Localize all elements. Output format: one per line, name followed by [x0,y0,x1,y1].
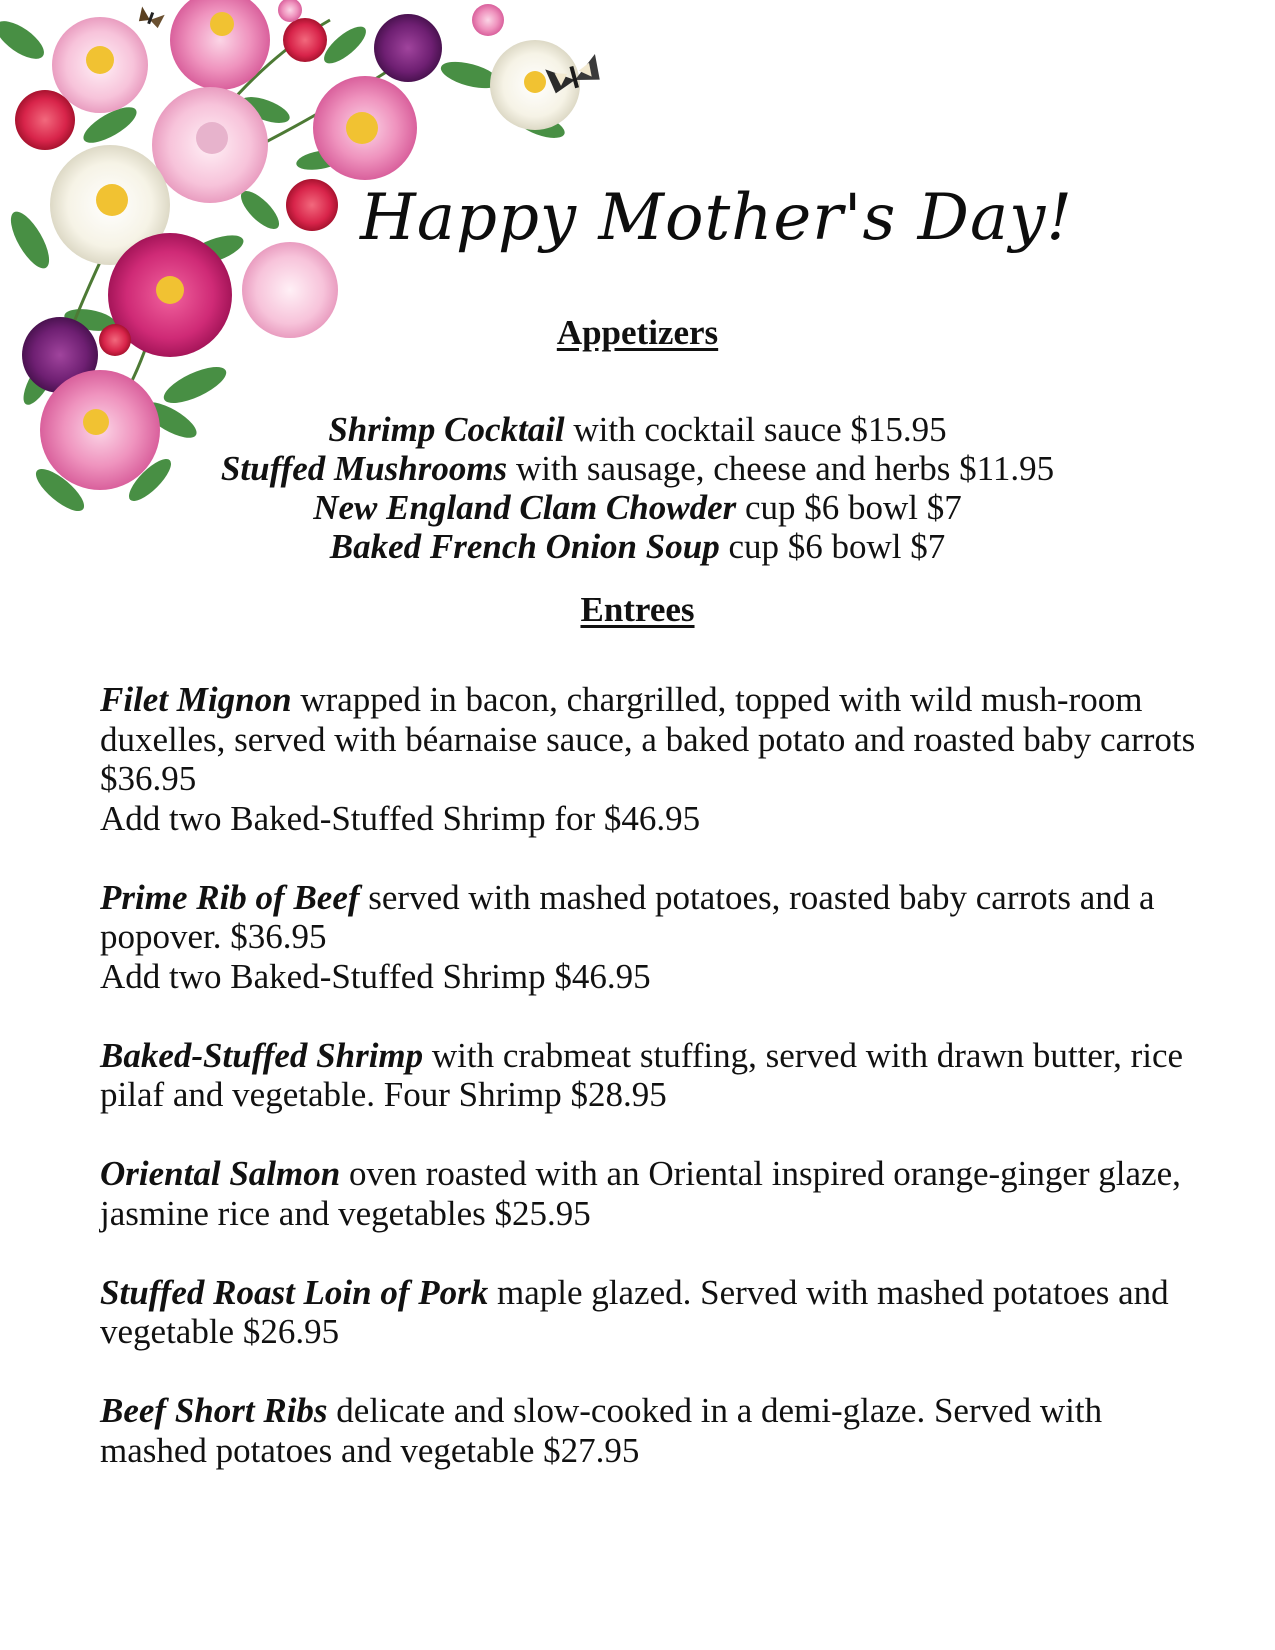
list-item [0,488,1275,527]
dish-addon: Add two Baked-Stuffed Shrimp for $46.95 [100,798,701,838]
entrees-heading: Entrees [580,590,695,629]
list-item [0,449,1275,488]
dish-name: Oriental Salmon [100,1154,341,1193]
dish-name: Prime Rib of Beef [100,877,360,917]
dish-description: cup $6 bowl $7 [736,488,962,527]
appetizers-heading: Appetizers [556,313,719,352]
appetizers-list [0,410,1275,566]
list-item [100,1391,1200,1470]
dish-addon: Add two Baked-Stuffed Shrimp $46.95 [100,956,651,996]
dish-name: New England Clam Chowder [313,488,737,527]
butterfly-icon [137,6,165,28]
dish-name: Filet Mignon [100,680,292,719]
dish-name: Baked French Onion Soup [329,527,720,566]
page-title: Happy Mother's Day! [360,181,1073,255]
list-item [100,1273,1200,1352]
list-item [100,878,1200,997]
dish-name: Stuffed Mushrooms [220,449,508,488]
entrees-list [100,680,1200,1510]
list-item [100,680,1200,838]
dish-name: Shrimp Cocktail [328,410,565,449]
list-item [100,1154,1200,1233]
dish-description: with crabmeat stuffing, served with drawn butter, rice pilaf and vegetable. Four Shrimp $28.95 [100,1035,1184,1114]
dish-description: with cocktail sauce $15.95 [564,410,947,449]
list-item [0,410,1275,449]
dish-name: Beef Short Ribs [100,1391,328,1430]
list-item [100,1036,1200,1115]
dish-name: Baked-Stuffed Shrimp [100,1035,424,1075]
list-item [0,527,1275,566]
dish-description: with sausage, cheese and herbs $11.95 [507,449,1055,488]
dish-description: served with mashed potatoes, roasted baby carrots and a popover. $36.95 [100,877,1155,956]
dish-name: Stuffed Roast Loin of Pork [100,1272,489,1312]
dish-description: wrapped in bacon, chargrilled, topped with wild mush-room duxelles, served with béarnaise sauce, a baked potato and roasted baby carrots $36.95 [100,680,1196,798]
dish-description: delicate and slow-cooked in a demi-glaze. Served with mashed potatoes and vegetable $27.95 [100,1391,1103,1470]
dish-description: maple glazed. Served with mashed potatoes and vegetable $26.95 [100,1272,1169,1351]
dish-description: oven roasted with an Oriental inspired orange-ginger glaze, jasmine rice and vegetables $25.95 [100,1154,1181,1233]
dish-description: cup $6 bowl $7 [719,527,946,566]
